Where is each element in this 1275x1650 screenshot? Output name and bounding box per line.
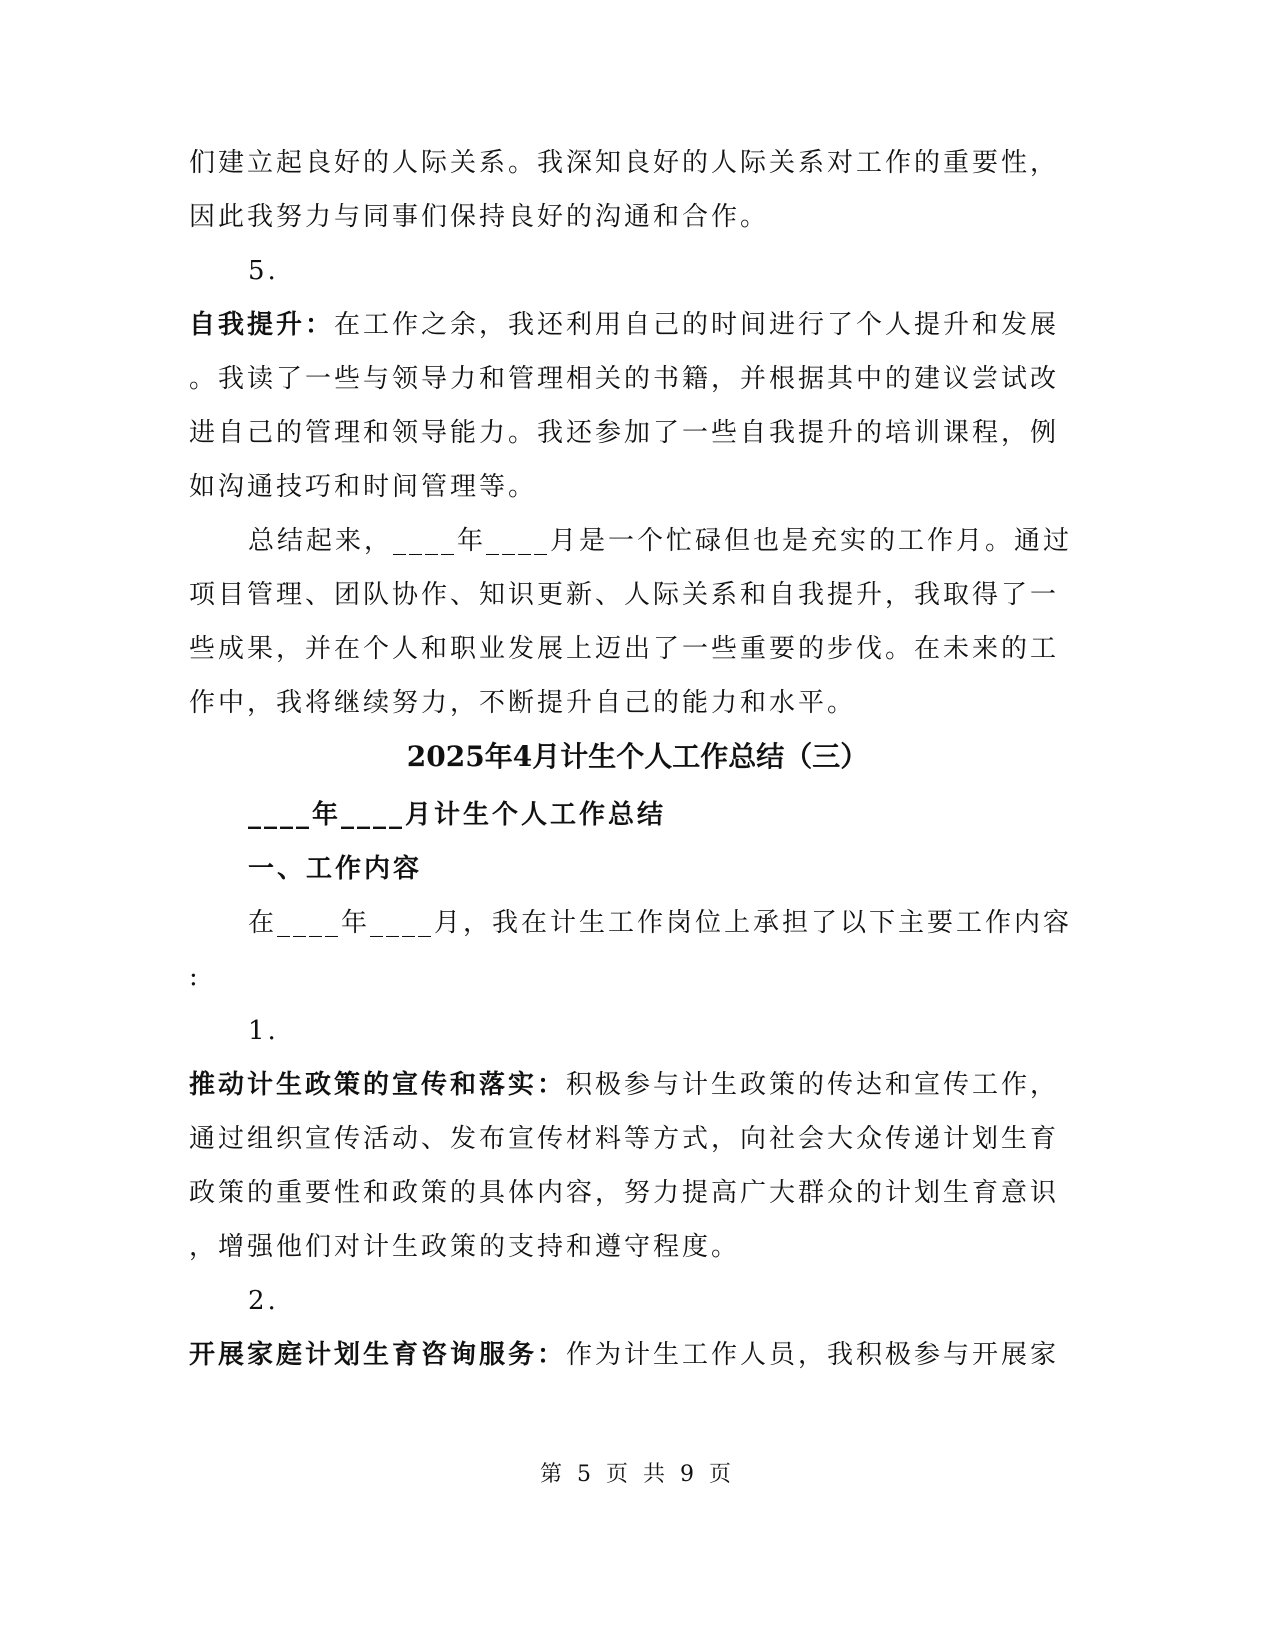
list-number: 5.: [248, 256, 279, 286]
section-heading: 推动计生政策的宣传和落实：: [189, 1070, 567, 1100]
paragraph-line: ，增强他们对计生政策的支持和遵守程度。: [189, 1232, 741, 1262]
paragraph-line: 们建立起良好的人际关系。我深知良好的人际关系对工作的重要性，: [189, 148, 1060, 178]
section-heading: 开展家庭计划生育咨询服务：: [189, 1340, 567, 1370]
list-number: 2.: [248, 1286, 279, 1316]
paragraph-line: 。我读了一些与领导力和管理相关的书籍，并根据其中的建议尝试改: [189, 364, 1060, 394]
paragraph-text: 作为计生工作人员，我积极参与开展家: [566, 1340, 1060, 1370]
section-title: 2025年4月计生个人工作总结（三）: [406, 740, 869, 773]
page-footer: 第 5 页 共 9 页: [540, 1462, 735, 1487]
paragraph-line: 些成果，并在个人和职业发展上迈出了一些重要的步伐。在未来的工: [189, 634, 1060, 664]
paragraph-line: 作中，我将继续努力，不断提升自己的能力和水平。: [189, 688, 857, 718]
paragraph-line: 进自己的管理和领导能力。我还参加了一些自我提升的培训课程，例: [189, 418, 1060, 448]
section-heading: 一、工作内容: [248, 854, 423, 884]
subtitle: ____年____月计生个人工作总结: [248, 800, 667, 830]
paragraph-line: 总结起来，____年____月是一个忙碌但也是充实的工作月。通过: [248, 526, 1073, 556]
list-number: 1.: [248, 1016, 279, 1046]
paragraph-line: [189, 307, 1089, 343]
paragraph-text: 积极参与计生政策的传达和宣传工作，: [566, 1070, 1060, 1100]
paragraph-text: 在工作之余，我还利用自己的时间进行了个人提升和发展: [334, 310, 1060, 340]
section-heading: 自我提升：: [189, 310, 335, 340]
paragraph-line: 如沟通技巧和时间管理等。: [189, 472, 538, 502]
paragraph-line: 因此我努力与同事们保持良好的沟通和合作。: [189, 202, 770, 232]
paragraph-line: 通过组织宣传活动、发布宣传材料等方式，向社会大众传递计划生育: [189, 1124, 1060, 1154]
paragraph-line: 在____年____月，我在计生工作岗位上承担了以下主要工作内容: [248, 908, 1073, 938]
paragraph-line: [189, 1337, 1089, 1373]
paragraph-line: 项目管理、团队协作、知识更新、人际关系和自我提升，我取得了一: [189, 580, 1060, 610]
paragraph-line: :: [189, 962, 201, 992]
paragraph-line: 政策的重要性和政策的具体内容，努力提高广大群众的计划生育意识: [189, 1178, 1060, 1208]
paragraph-line: [189, 1067, 1089, 1103]
